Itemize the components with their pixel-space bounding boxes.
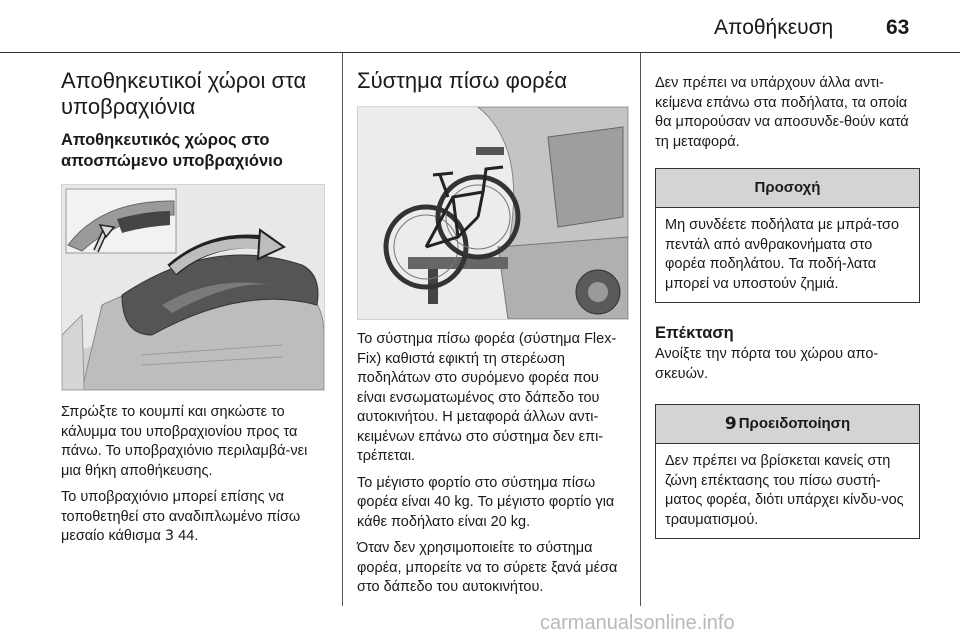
- warning-title: Προειδοποίηση: [738, 415, 851, 432]
- armrest-seat-note: Το υποβραχιόνιο μπορεί επίσης να τοποθετηθεί στο αναδιπλωμένο πίσω μεσαίο κάθισμα 3 44.: [61, 489, 301, 544]
- extension-text: Ανοίξτε την πόρτα του χώρου απο-σκευών.: [655, 346, 879, 382]
- page-number: 63: [886, 16, 910, 39]
- extension-heading: Επέκταση: [655, 324, 734, 342]
- armrest-illustration: [61, 184, 325, 391]
- rear-carrier-illustration: [357, 106, 629, 320]
- bicycle-carrier-drawing: [358, 107, 628, 319]
- caution-box: [655, 168, 920, 303]
- column-divider-1: [342, 53, 343, 606]
- column-rear-carrier: [357, 68, 627, 605]
- rear-carrier-storage: Όταν δεν χρησιμοποιείτε το σύστημα φορέα, μπορείτε να το σύρετε ξανά μέσα στο δάπεδο του αυτοκινήτου.: [357, 540, 618, 595]
- caution-title: Προσοχή: [656, 169, 919, 208]
- armrest-instruction: Σπρώξτε το κουμπί και σηκώστε το κάλυμμα του υποβραχιονίου προς τα πάνω. Το υποβραχιόνιο περιλαμβά-νει μια θήκη αποθήκευσης.: [61, 404, 308, 479]
- armrest-drawing: [62, 185, 324, 390]
- warning-text: Δεν πρέπει να βρίσκεται κανείς στη ζώνη επέκτασης του πίσω συστή-ματος φορέα, διότι υπάρχει κίνδυ-νος τραυματισμού.: [665, 453, 904, 528]
- page-ref-link[interactable]: 44.: [174, 528, 199, 544]
- warning-triangle-icon: 9: [724, 414, 737, 434]
- warning-box: [655, 404, 920, 539]
- header-title: Αποθήκευση: [714, 16, 834, 39]
- column-armrest: [61, 68, 326, 554]
- rear-carrier-max-load: Το μέγιστο φορτίο στο σύστημα πίσω φορέα είναι 40 kg. Το μέγιστο φορτίο για κάθε ποδήλατο είναι 20 kg.: [357, 474, 615, 530]
- column-divider-2: [640, 53, 641, 606]
- loose-objects-note: Δεν πρέπει να υπάρχουν άλλα αντι-κείμενα επάνω στα ποδήλατα, τα οποία θα μπορούσαν να αποσυνδε-θούν κατά τη μεταφορά.: [655, 75, 909, 150]
- page-ref-icon: 3: [164, 528, 175, 544]
- rear-carrier-description: Το σύστημα πίσω φορέα (σύστημα Flex-Fix) καθιστά εφικτή τη στερέωση ποδηλάτων στο συρόμενο φορέα που είναι ενσωματωμένος στο δάπεδο του αυτοκινήτου. Η μεταφορά άλλων αντι-κειμένων επάνω στο σύστημα δεν επι-τρέπεται.: [357, 331, 617, 464]
- armrest-subheading: Αποθηκευτικός χώρος στο αποσπώμενο υποβραχιόνιο: [61, 131, 283, 170]
- warning-header: [656, 405, 919, 444]
- caution-text: Μη συνδέετε ποδήλατα με μπρά-τσο πεντάλ από ανθρακονήματα στο φορέα ποδηλάτου. Τα ποδή-λατα μπορεί να υποστούν ζημιά.: [665, 217, 900, 292]
- column-carrier-notes: [655, 74, 920, 553]
- header-divider: [0, 52, 960, 53]
- watermark: carmanualsonline.info: [540, 612, 735, 634]
- armrest-heading: Αποθηκευτικοί χώροι στα υποβραχιόνια: [61, 68, 307, 119]
- rear-carrier-heading: Σύστημα πίσω φορέα: [357, 68, 568, 93]
